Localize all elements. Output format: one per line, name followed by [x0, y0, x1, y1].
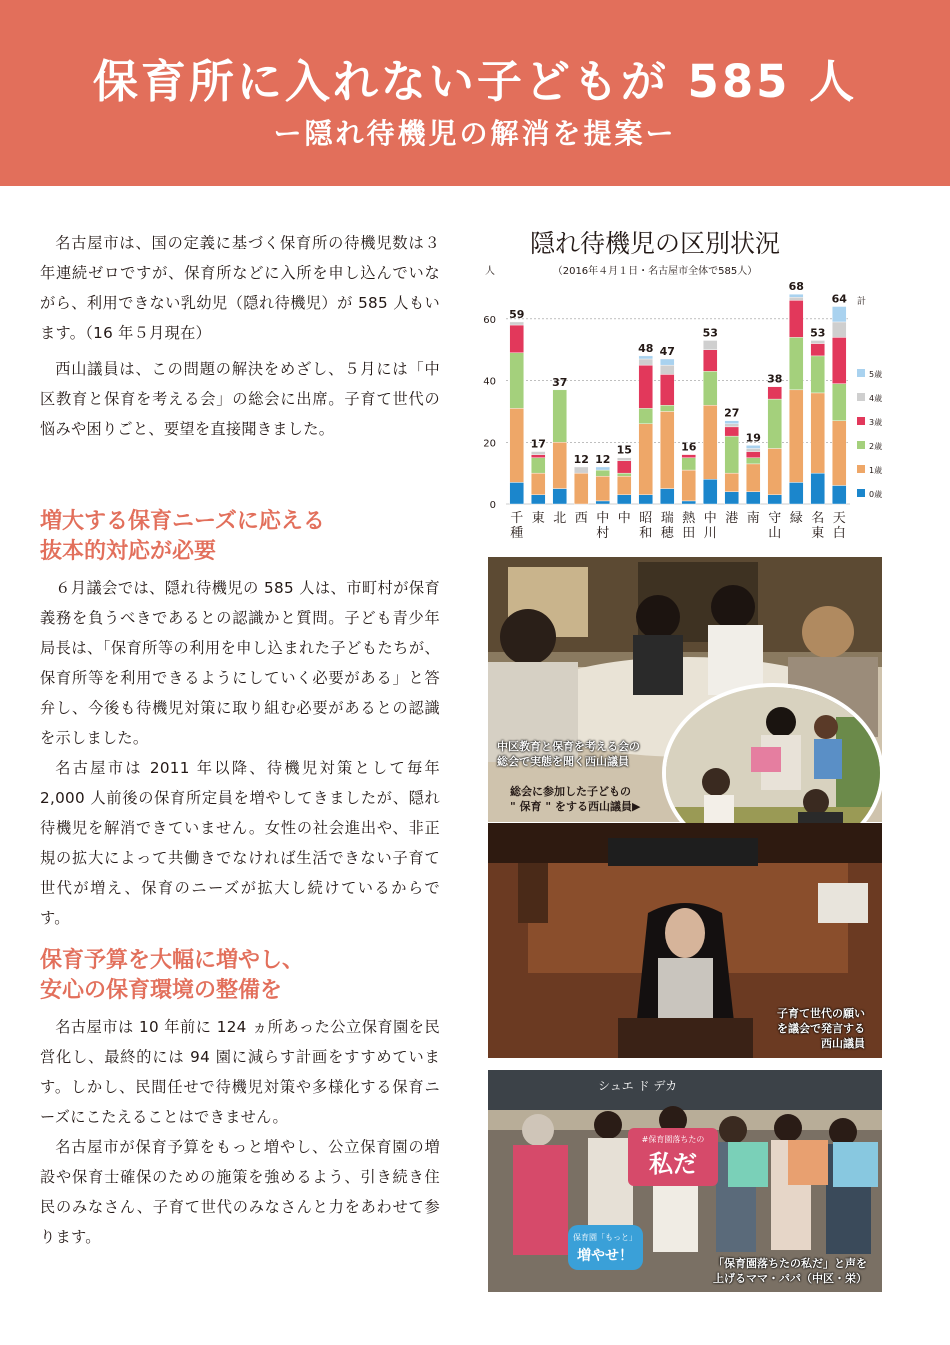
x-tick-label: 守 [768, 511, 782, 526]
bar-segment-1歳 [639, 424, 653, 495]
chart-title: 隠れ待機児の区別状況 [529, 229, 781, 258]
x-tick-label: 川 [703, 526, 717, 541]
x-tick-label: 西 [574, 511, 588, 526]
section2-heading-line1: 保育予算を大幅に増やし、 [40, 948, 305, 973]
legend-label: 0歳 [869, 490, 883, 499]
legend-swatch [857, 465, 865, 473]
page-subtitle: ー隠れ待機児の解消を提案ー [273, 117, 677, 150]
bar-segment-1歳 [596, 476, 610, 501]
page-title: 保育所に入れない子どもが 585 人 [92, 55, 858, 108]
bar-segment-0歳 [811, 473, 825, 504]
bar-segment-2歳 [832, 384, 846, 421]
bar-segment-1歳 [660, 411, 674, 488]
bar-segment-5歳 [660, 359, 674, 365]
section2-text [40, 1012, 440, 1252]
legend-label: 3歳 [869, 418, 883, 427]
bar-segment-2歳 [746, 458, 760, 464]
section2-heading [40, 946, 460, 1006]
store-sign: シュエ ド デカ [598, 1079, 678, 1093]
bar-segment-3歳 [617, 461, 631, 473]
bar-total-label: 19 [745, 431, 761, 445]
header-banner [0, 0, 950, 186]
x-tick-label: 種 [510, 526, 524, 541]
bar-segment-0歳 [617, 495, 631, 504]
legend-swatch [857, 441, 865, 449]
bar-segment-1歳 [832, 421, 846, 486]
photo-caption-speech: 子育て世代の願い を議会で発言する 西山議員 [777, 1007, 865, 1050]
bar-segment-1歳 [725, 473, 739, 492]
section1-paragraph-2: 名古屋市は 2011 年以降、待機児対策として毎年 2,000 人前後の保育所定員を増やしてきましたが、隠れ待機児を解消できていません。女性の社会進出や、非正規の拡大によって共働きでなければ生活できない子育て世代が増え、保育のニーズが拡大し続けているからです。 [40, 759, 440, 927]
x-tick-label: 熱 [682, 511, 696, 526]
bar-segment-3歳 [789, 300, 803, 337]
bar-segment-0歳 [768, 495, 782, 504]
x-tick-label: 村 [596, 526, 610, 541]
sign1-small-text: #保育園落ちたの [641, 1135, 705, 1144]
legend-swatch [857, 393, 865, 401]
bar-total-label: 38 [767, 372, 783, 386]
legend-label: 4歳 [869, 394, 883, 403]
bar-segment-2歳 [531, 458, 545, 473]
bar-total-label: 53 [810, 326, 826, 340]
bar-total-label: 53 [702, 326, 718, 340]
bar-segment-3歳 [811, 344, 825, 356]
bar-segment-1歳 [703, 405, 717, 479]
legend-swatch [857, 369, 865, 377]
bar-segment-0歳 [725, 492, 739, 504]
section1-heading-line1: 増大する保育ニーズに応える [40, 509, 325, 534]
bar-segment-4歳 [811, 340, 825, 343]
x-tick-label: 名 [811, 511, 825, 526]
bar-segment-2歳 [768, 399, 782, 448]
y-tick-label: 0 [489, 500, 496, 511]
bar-segment-3歳 [639, 365, 653, 408]
x-tick-label: 南 [746, 511, 760, 526]
bar-segment-5歳 [746, 445, 760, 448]
bar-segment-0歳 [660, 489, 674, 504]
bar-segment-0歳 [531, 495, 545, 504]
legend-label: 1歳 [869, 466, 883, 475]
bar-total-label: 68 [788, 280, 804, 294]
section1-heading [40, 507, 460, 567]
x-tick-label: 中 [596, 511, 610, 526]
bar-segment-4歳 [531, 452, 545, 455]
intro-paragraph-2: 西山議員は、この問題の解決をめざし、５月には「中区教育と保育を考える会」の総会に出席。子育て世代の悩みや困りごと、要望を直接聞きました。 [40, 360, 440, 438]
bar-segment-0歳 [789, 482, 803, 504]
y-tick-label: 40 [483, 376, 496, 388]
bar-segment-4歳 [510, 322, 524, 325]
x-tick-label: 中 [617, 511, 631, 526]
bar-segment-2歳 [510, 353, 524, 409]
x-tick-label: 中 [703, 511, 717, 526]
bar-segment-1歳 [617, 476, 631, 495]
bar-total-label: 59 [509, 307, 525, 321]
bar-segment-2歳 [660, 405, 674, 411]
bar-segment-1歳 [510, 408, 524, 482]
bar-segment-5歳 [725, 421, 739, 424]
bar-segment-3歳 [703, 350, 717, 372]
bar-segment-1歳 [811, 393, 825, 473]
bar-total-label: 37 [552, 375, 568, 389]
x-tick-label: 白 [832, 526, 846, 541]
x-tick-label: 田 [682, 526, 696, 541]
x-tick-label: 東 [531, 511, 545, 526]
bar-segment-0歳 [639, 495, 653, 504]
bar-segment-2歳 [639, 408, 653, 423]
bar-segment-4歳 [832, 322, 846, 337]
bar-segment-2歳 [553, 390, 567, 442]
x-tick-label: 緑 [789, 511, 803, 526]
intro-paragraph-1: 名古屋市は、国の定義に基づく保育所の待機児数は３年連続ゼロですが、保育所などに入所を申し込んでいながら、利用できない乳幼児（隠れ待機児）が 585 人もいます。（16 年５月現在） [40, 234, 440, 342]
bar-segment-3歳 [832, 337, 846, 383]
bar-segment-4歳 [617, 458, 631, 461]
bar-segment-1歳 [574, 473, 588, 504]
bar-segment-1歳 [682, 470, 696, 501]
legend-swatch [857, 417, 865, 425]
bar-segment-1歳 [553, 442, 567, 488]
section2-heading-line2: 安心の保育環境の整備を [40, 978, 283, 1003]
x-tick-label: 天 [832, 511, 846, 526]
hidden-waitlist-chart [470, 218, 910, 550]
bar-total-label: 48 [638, 341, 654, 355]
bar-segment-2歳 [682, 458, 696, 470]
bar-total-label: 16 [681, 440, 697, 454]
section2-paragraph-1: 名古屋市は 10 年前に 124 ヵ所あった公立保育園を民営化し、最終的には 94 園に減らす計画をすすめています。しかし、民間任せで待機児対策や多様化する保育ニーズにこたえることはできません。 [40, 1018, 440, 1126]
bar-segment-2歳 [811, 356, 825, 393]
section2-paragraph-2: 名古屋市が保育予算をもっと増やし、公立保育園の増設や保育士確保のための施策を強めるよう、引き続き住民のみなさん、子育て世代のみなさんと力をあわせて参ります。 [40, 1138, 440, 1246]
bar-segment-0歳 [746, 492, 760, 504]
x-tick-label: 北 [553, 511, 567, 526]
legend-label: 2歳 [869, 442, 883, 451]
bar-segment-2歳 [725, 436, 739, 473]
bar-segment-0歳 [703, 479, 717, 504]
bar-segment-1歳 [789, 390, 803, 483]
photo-caption-childcare: 総会に参加した子どもの " 保育 " をする西山議員▶ [510, 785, 641, 813]
legend-title: 計 [857, 297, 867, 307]
bar-segment-5歳 [832, 307, 846, 322]
bar-segment-4歳 [789, 297, 803, 300]
bar-segment-2歳 [703, 371, 717, 405]
chart-subtitle: （2016年４月１日・名古屋市全体で585人） [552, 266, 758, 277]
bar-segment-3歳 [531, 455, 545, 458]
x-tick-label: 穂 [660, 526, 674, 541]
chart-y-unit: 人 [485, 266, 495, 277]
bar-segment-4歳 [639, 359, 653, 365]
bar-segment-0歳 [832, 485, 846, 504]
bar-segment-3歳 [768, 387, 782, 399]
bar-segment-5歳 [789, 294, 803, 297]
legend-label: 5歳 [869, 370, 883, 379]
bar-segment-5歳 [596, 467, 610, 470]
bar-segment-3歳 [725, 427, 739, 436]
photo-caption-protest: 「保育園落ちたの私だ」と声を 上げるママ・パパ（中区・栄） [713, 1257, 867, 1285]
y-tick-label: 60 [483, 314, 496, 326]
bar-segment-4歳 [703, 340, 717, 349]
bar-total-label: 15 [616, 443, 632, 457]
sign2-text: 増やせ！ [577, 1248, 633, 1264]
bar-segment-2歳 [596, 470, 610, 476]
bar-segment-1歳 [746, 464, 760, 492]
x-tick-label: 山 [768, 526, 782, 541]
photo-caption-meeting: 中区教育と保育を考える会の 総会で実態を聞く西山議員 [497, 740, 640, 768]
section1-text [40, 573, 440, 933]
bar-segment-1歳 [768, 448, 782, 494]
bar-total-label: 27 [724, 406, 740, 420]
sign1-text: 私だ [649, 1150, 697, 1178]
bar-segment-4歳 [746, 448, 760, 451]
bar-total-label: 12 [573, 452, 589, 466]
bar-segment-0歳 [682, 501, 696, 504]
intro-text [40, 228, 440, 444]
bar-segment-3歳 [660, 374, 674, 405]
bar-segment-2歳 [789, 337, 803, 389]
bar-segment-3歳 [682, 455, 696, 458]
bar-segment-3歳 [746, 452, 760, 458]
bar-segment-1歳 [531, 473, 545, 495]
bar-segment-2歳 [617, 473, 631, 476]
bar-total-label: 12 [595, 452, 611, 466]
x-tick-label: 和 [639, 526, 653, 541]
bar-segment-4歳 [574, 467, 588, 473]
x-tick-label: 港 [725, 511, 739, 526]
legend-swatch [857, 489, 865, 497]
x-tick-label: 千 [510, 511, 524, 526]
y-tick-label: 20 [483, 438, 496, 450]
bar-segment-5歳 [639, 356, 653, 359]
section1-paragraph-1: ６月議会では、隠れ待機児の 585 人は、市町村が保育義務を負うべきであるとの認識かと質問。子ども青少年局長は、「保育所等の利用を申し込まれた子どもたちが、保育所等を利用できるようにしていく必要がある」と答弁し、今後も待機児対策に取り組む必要があるとの認識を示しました。 [40, 579, 440, 747]
bar-segment-4歳 [660, 365, 674, 374]
bar-total-label: 47 [659, 344, 675, 358]
bar-segment-0歳 [596, 501, 610, 504]
section1-heading-line2: 抜本的対応が必要 [40, 539, 217, 564]
x-tick-label: 昭 [639, 511, 653, 526]
bar-segment-0歳 [553, 489, 567, 504]
bar-segment-0歳 [510, 482, 524, 504]
x-tick-label: 瑞 [660, 511, 674, 526]
bar-segment-3歳 [510, 325, 524, 353]
sign2-small-text: 保育園「もっと」 [573, 1233, 637, 1242]
x-tick-label: 東 [811, 526, 825, 541]
bar-segment-4歳 [725, 424, 739, 427]
bar-total-label: 64 [831, 292, 847, 306]
bar-total-label: 17 [530, 437, 546, 451]
